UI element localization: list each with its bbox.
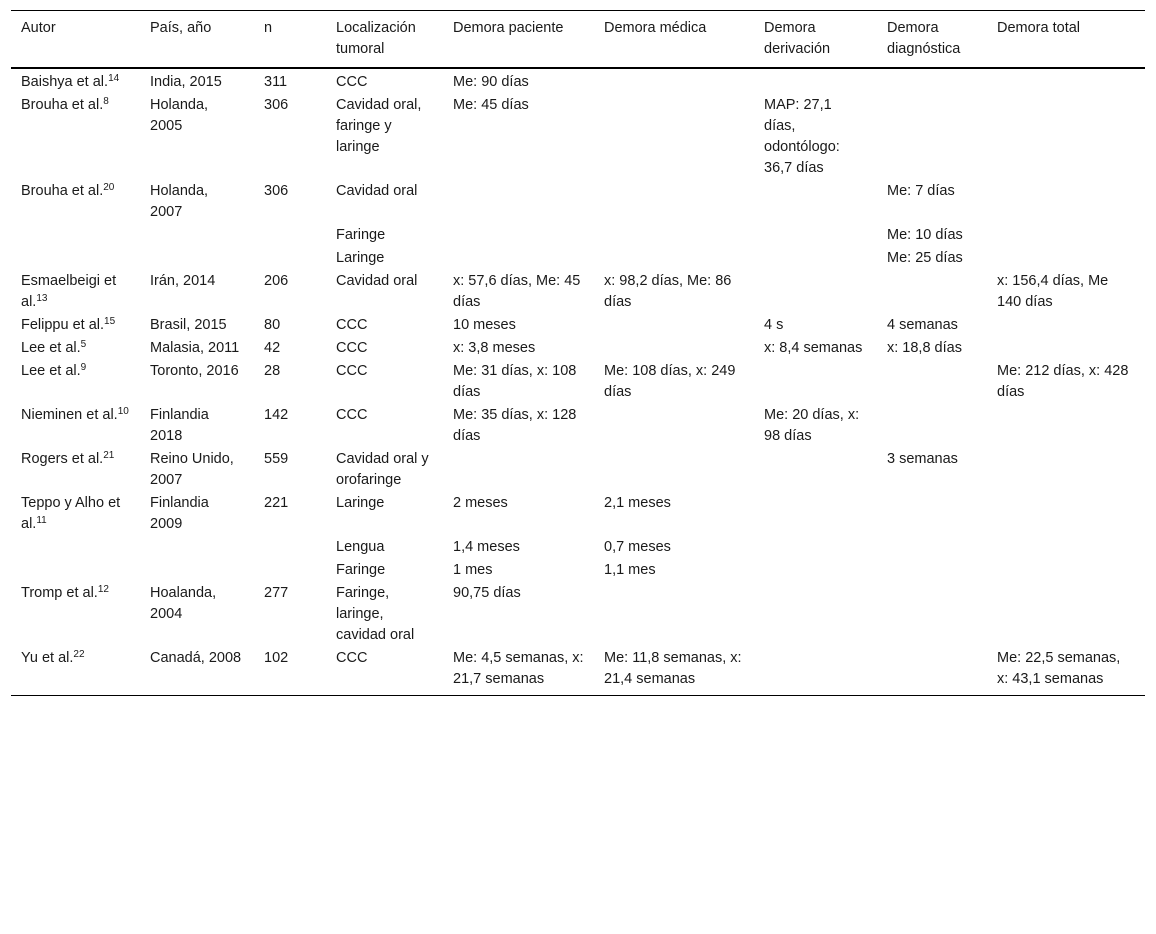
- author-name: Lee et al.: [21, 363, 81, 379]
- cell-medica: Me: 108 días, x: 249 días: [604, 363, 736, 400]
- cell-medica: [594, 314, 754, 337]
- cell-derivacion: 4 s: [764, 317, 784, 333]
- cell-loc: Laringe: [336, 495, 385, 511]
- author-name: Brouha et al.: [21, 183, 104, 199]
- cell-pais: Toronto, 2016: [150, 363, 239, 379]
- reference-number: 22: [73, 649, 85, 660]
- author-name: Rogers et al.: [21, 451, 104, 467]
- cell-autor: [11, 492, 140, 536]
- cell-total: [987, 582, 1145, 647]
- header-pais: País, año: [150, 20, 212, 36]
- header-row: [11, 11, 1145, 69]
- author-name: Yu et al.: [21, 650, 74, 666]
- table-row: [11, 314, 1145, 337]
- table-row: [11, 360, 1145, 404]
- cell-derivacion: [754, 492, 877, 536]
- cell-autor: [11, 448, 140, 492]
- cell-total: [987, 448, 1145, 492]
- header-demora-paciente: Demora paciente: [453, 20, 564, 36]
- header-n: n: [264, 20, 273, 36]
- reference-number: 10: [117, 406, 129, 417]
- table-row: [11, 492, 1145, 536]
- reference-number: 20: [103, 182, 115, 193]
- cell-diagnostica: [877, 68, 987, 94]
- table-row: [11, 559, 1145, 582]
- author-name: Felippu et al.: [21, 317, 105, 333]
- cell-diagnostica: [877, 94, 987, 180]
- reference-number: 15: [104, 316, 116, 327]
- cell-medica: Me: 11,8 semanas, x: 21,4 semanas: [604, 650, 742, 687]
- cell-loc: CCC: [336, 650, 368, 666]
- cell-autor: [11, 337, 140, 360]
- cell-loc: Cavidad oral: [336, 183, 418, 199]
- cell-derivacion: [754, 224, 877, 247]
- cell-medica: [594, 180, 754, 224]
- cell-loc: CCC: [336, 363, 368, 379]
- cell-diagnostica: x: 18,8 días: [887, 340, 962, 356]
- cell-medica: 1,1 mes: [604, 562, 656, 578]
- cell-total: [987, 337, 1145, 360]
- cell-n: 306: [264, 183, 289, 199]
- cell-pais: Hoalanda, 2004: [150, 585, 217, 622]
- cell-loc: CCC: [336, 407, 368, 423]
- cell-total: [987, 68, 1145, 94]
- cell-diagnostica: Me: 25 días: [887, 250, 963, 266]
- cell-n: 28: [264, 363, 281, 379]
- cell-n: 80: [264, 317, 281, 333]
- cell-n: 102: [264, 650, 289, 666]
- cell-paciente: 1,4 meses: [453, 539, 520, 555]
- cell-paciente: [443, 224, 594, 247]
- author-name: Teppo y Alho et al.: [21, 495, 121, 532]
- reference-number: 21: [103, 450, 115, 461]
- cell-paciente: Me: 90 días: [453, 74, 529, 90]
- cell-paciente: 10 meses: [453, 317, 516, 333]
- cell-loc: Faringe: [336, 227, 386, 243]
- cell-medica: [594, 404, 754, 448]
- cell-paciente: Me: 35 días, x: 128 días: [453, 407, 577, 444]
- table-row: [11, 180, 1145, 224]
- cell-paciente: [443, 180, 594, 224]
- cell-total: [987, 404, 1145, 448]
- cell-autor: [11, 360, 140, 404]
- cell-autor: [11, 68, 140, 94]
- cell-derivacion: [754, 247, 877, 270]
- cell-diagnostica: [877, 270, 987, 314]
- table-row: [11, 270, 1145, 314]
- table-row: [11, 448, 1145, 492]
- cell-derivacion: [754, 647, 877, 696]
- cell-medica: [594, 247, 754, 270]
- table-row: [11, 337, 1145, 360]
- cell-total: [987, 94, 1145, 180]
- cell-pais: Holanda, 2007: [150, 183, 209, 220]
- cell-diagnostica: Me: 10 días: [887, 227, 963, 243]
- cell-derivacion: Me: 20 días, x: 98 días: [764, 407, 860, 444]
- cell-autor: [11, 270, 140, 314]
- author-name: Tromp et al.: [21, 585, 98, 601]
- cell-medica: 0,7 meses: [604, 539, 671, 555]
- author-name: Nieminen et al.: [21, 407, 118, 423]
- cell-loc: Cavidad oral: [336, 273, 418, 289]
- cell-total: [987, 224, 1145, 247]
- cell-medica: [594, 582, 754, 647]
- cell-autor: [11, 180, 140, 224]
- author-name: Esmaelbeigi et al.: [21, 273, 117, 310]
- cell-n: [254, 247, 326, 270]
- cell-loc: Cavidad oral, faringe y laringe: [336, 97, 422, 155]
- cell-paciente: x: 3,8 meses: [453, 340, 536, 356]
- cell-diagnostica: [877, 536, 987, 559]
- cell-loc: CCC: [336, 340, 368, 356]
- cell-paciente: [443, 448, 594, 492]
- cell-total: Me: 212 días, x: 428 días: [997, 363, 1129, 400]
- cell-paciente: Me: 31 días, x: 108 días: [453, 363, 577, 400]
- header-demora-diagnostica: Demora diagnóstica: [887, 20, 961, 57]
- cell-medica: [594, 68, 754, 94]
- cell-n: 306: [264, 97, 289, 113]
- author-name: Baishya et al.: [21, 74, 109, 90]
- cell-n: 559: [264, 451, 289, 467]
- cell-derivacion: [754, 448, 877, 492]
- header-demora-total: Demora total: [997, 20, 1081, 36]
- cell-total: [987, 180, 1145, 224]
- table-row: [11, 647, 1145, 696]
- cell-pais: Reino Unido, 2007: [150, 451, 234, 488]
- cell-total: x: 156,4 días, Me 140 días: [997, 273, 1109, 310]
- table-row: [11, 582, 1145, 647]
- cell-derivacion: [754, 68, 877, 94]
- table-row: [11, 94, 1145, 180]
- cell-diagnostica: [877, 492, 987, 536]
- cell-autor: [11, 224, 140, 247]
- cell-total: [987, 492, 1145, 536]
- cell-autor: [11, 559, 140, 582]
- cell-medica: x: 98,2 días, Me: 86 días: [604, 273, 732, 310]
- cell-pais: [140, 536, 254, 559]
- cell-derivacion: [754, 536, 877, 559]
- cell-n: 142: [264, 407, 289, 423]
- cell-paciente: 90,75 días: [453, 585, 521, 601]
- cell-paciente: 2 meses: [453, 495, 508, 511]
- table-row: [11, 224, 1145, 247]
- cell-paciente: 1 mes: [453, 562, 493, 578]
- table-container: [11, 10, 1145, 696]
- cell-n: [254, 559, 326, 582]
- author-name: Brouha et al.: [21, 97, 104, 113]
- cell-derivacion: MAP: 27,1 días, odontólogo: 36,7 días: [764, 97, 840, 176]
- header-autor: Autor: [21, 20, 56, 36]
- cell-total: Me: 22,5 semanas, x: 43,1 semanas: [997, 650, 1121, 687]
- cell-diagnostica: [877, 559, 987, 582]
- cell-autor: [11, 314, 140, 337]
- cell-pais: Irán, 2014: [150, 273, 216, 289]
- cell-loc: Laringe: [336, 250, 385, 266]
- table-row: [11, 68, 1145, 94]
- cell-derivacion: [754, 559, 877, 582]
- cell-medica: [594, 94, 754, 180]
- cell-derivacion: [754, 582, 877, 647]
- cell-pais: [140, 559, 254, 582]
- cell-diagnostica: [877, 360, 987, 404]
- cell-n: 206: [264, 273, 289, 289]
- cell-total: [987, 314, 1145, 337]
- cell-n: 277: [264, 585, 289, 601]
- cell-derivacion: x: 8,4 semanas: [764, 340, 863, 356]
- cell-pais: Finlandia 2018: [150, 407, 209, 444]
- cell-autor: [11, 647, 140, 696]
- cell-medica: [594, 337, 754, 360]
- cell-pais: [140, 247, 254, 270]
- cell-loc: Lengua: [336, 539, 385, 555]
- reference-number: 8: [103, 96, 109, 107]
- reference-number: 14: [108, 73, 120, 84]
- cell-n: [254, 536, 326, 559]
- cell-medica: [594, 224, 754, 247]
- delay-table: [11, 10, 1145, 696]
- header-localizacion: Localización tumoral: [336, 20, 416, 57]
- table-row: [11, 404, 1145, 448]
- cell-pais: India, 2015: [150, 74, 222, 90]
- cell-total: [987, 247, 1145, 270]
- header-demora-derivacion: Demora derivación: [764, 20, 831, 57]
- reference-number: 12: [97, 584, 109, 595]
- cell-medica: [594, 448, 754, 492]
- cell-pais: Canadá, 2008: [150, 650, 242, 666]
- cell-n: 311: [264, 74, 288, 90]
- cell-derivacion: [754, 180, 877, 224]
- cell-n: [254, 224, 326, 247]
- table-body: [11, 68, 1145, 696]
- cell-diagnostica: 4 semanas: [887, 317, 958, 333]
- cell-diagnostica: [877, 582, 987, 647]
- cell-autor: [11, 94, 140, 180]
- cell-pais: Brasil, 2015: [150, 317, 227, 333]
- header-demora-medica: Demora médica: [604, 20, 707, 36]
- cell-n: 221: [264, 495, 289, 511]
- cell-autor: [11, 536, 140, 559]
- cell-autor: [11, 582, 140, 647]
- cell-derivacion: [754, 360, 877, 404]
- cell-autor: [11, 404, 140, 448]
- table-row: [11, 536, 1145, 559]
- reference-number: 13: [36, 293, 48, 304]
- cell-paciente: Me: 45 días: [453, 97, 529, 113]
- cell-paciente: x: 57,6 días, Me: 45 días: [453, 273, 581, 310]
- cell-diagnostica: [877, 647, 987, 696]
- cell-pais: Holanda, 2005: [150, 97, 209, 134]
- cell-total: [987, 559, 1145, 582]
- cell-n: 42: [264, 340, 281, 356]
- reference-number: 11: [36, 515, 47, 526]
- cell-pais: [140, 224, 254, 247]
- cell-autor: [11, 247, 140, 270]
- cell-diagnostica: 3 semanas: [887, 451, 958, 467]
- cell-loc: CCC: [336, 74, 368, 90]
- author-name: Lee et al.: [21, 340, 81, 356]
- cell-loc: Cavidad oral y orofaringe: [336, 451, 429, 488]
- cell-medica: 2,1 meses: [604, 495, 671, 511]
- reference-number: 9: [80, 362, 87, 373]
- cell-loc: CCC: [336, 317, 368, 333]
- cell-derivacion: [754, 270, 877, 314]
- cell-diagnostica: [877, 404, 987, 448]
- cell-paciente: Me: 4,5 semanas, x: 21,7 semanas: [453, 650, 584, 687]
- cell-pais: Finlandia 2009: [150, 495, 209, 532]
- cell-paciente: [443, 247, 594, 270]
- cell-pais: Malasia, 2011: [150, 340, 240, 356]
- reference-number: 5: [80, 339, 87, 350]
- cell-loc: Faringe, laringe, cavidad oral: [336, 585, 415, 643]
- table-row: [11, 247, 1145, 270]
- cell-loc: Faringe: [336, 562, 386, 578]
- cell-total: [987, 536, 1145, 559]
- cell-diagnostica: Me: 7 días: [887, 183, 955, 199]
